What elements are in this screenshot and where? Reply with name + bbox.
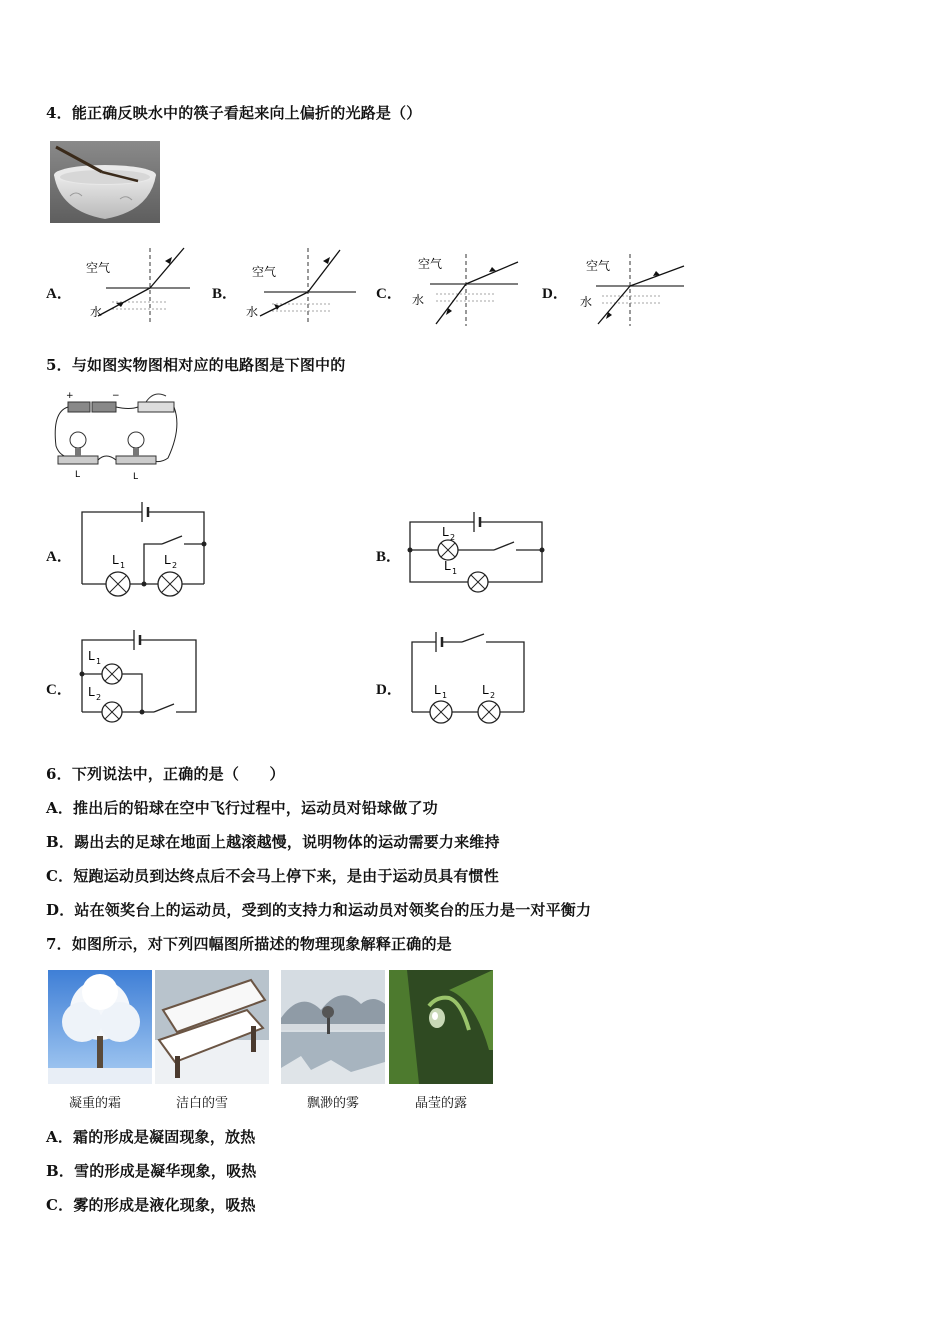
fog-lake-photo xyxy=(281,970,385,1084)
q4-option-c-diagram[interactable] xyxy=(410,252,522,328)
q7-option-a[interactable]: A．霜的形成是凝固现象，放热 xyxy=(46,1128,256,1146)
q5-option-c-circuit[interactable] xyxy=(78,628,202,724)
svg-text:1: 1 xyxy=(120,561,126,570)
q6-option-a[interactable]: A．推出后的铅球在空中飞行过程中，运动员对铅球做了功 xyxy=(46,799,438,817)
circuit-physical-photo xyxy=(50,388,182,482)
caption-snow: 洁白的雪 xyxy=(175,1096,228,1111)
svg-text:2: 2 xyxy=(450,533,456,542)
frost-photo xyxy=(48,970,152,1084)
q6-option-b[interactable]: B．踢出去的足球在地面上越滚越慢，说明物体的运动需要力来维持 xyxy=(46,833,500,851)
q5-option-a-label[interactable]: A． xyxy=(46,549,72,565)
q5-option-d-circuit[interactable] xyxy=(406,628,530,724)
svg-text:2: 2 xyxy=(172,561,178,570)
q4-option-b-diagram[interactable] xyxy=(244,244,359,324)
q5-option-a-circuit[interactable] xyxy=(78,498,208,602)
svg-text:1: 1 xyxy=(442,691,448,700)
q4-stem: 4．能正确反映水中的筷子看起来向上偏折的光路是（） xyxy=(46,104,422,122)
snow-bench-photo xyxy=(155,970,269,1084)
q4-option-c-label[interactable]: C． xyxy=(376,286,402,302)
q4-option-a-diagram[interactable] xyxy=(82,244,192,324)
svg-text:1: 1 xyxy=(96,657,102,666)
c-l1-label: L xyxy=(88,649,95,663)
a-l2-label: L xyxy=(164,553,171,567)
water-label-b: 水 xyxy=(246,305,259,319)
a-l1-label: L xyxy=(112,553,119,567)
q6-option-c[interactable]: C．短跑运动员到达终点后不会马上停下来，是由于运动员具有惯性 xyxy=(46,867,499,885)
caption-fog: 飘渺的雾 xyxy=(306,1096,359,1111)
svg-text:2: 2 xyxy=(490,691,496,700)
q5-stem: 5．与如图实物图相对应的电路图是下图中的 xyxy=(46,356,346,374)
air-label-c: 空气 xyxy=(418,257,443,271)
q7-stem: 7．如图所示，对下列四幅图所描述的物理现象解释正确的是 xyxy=(46,935,452,953)
air-label-a: 空气 xyxy=(86,261,111,275)
q5-option-c-label[interactable]: C． xyxy=(46,682,72,698)
q5-option-b-label[interactable]: B． xyxy=(376,549,402,565)
q7-option-b[interactable]: B．雪的形成是凝华现象，吸热 xyxy=(46,1162,257,1180)
photo-l2-label: L xyxy=(133,472,139,482)
water-label-a: 水 xyxy=(90,305,103,319)
q4-option-d-label[interactable]: D． xyxy=(542,286,568,302)
b-l2-label: L xyxy=(442,525,449,539)
q4-option-b-label[interactable]: B． xyxy=(212,286,238,302)
air-label-d: 空气 xyxy=(586,259,611,273)
air-label-b: 空气 xyxy=(252,265,277,279)
q6-stem: 6．下列说法中，正确的是（ ） xyxy=(46,765,285,783)
battery-plus: + xyxy=(66,391,74,401)
q6-option-d[interactable]: D．站在领奖台上的运动员，受到的支持力和运动员对领奖台的压力是一对平衡力 xyxy=(46,901,592,919)
svg-text:1: 1 xyxy=(452,567,458,576)
q7-option-c[interactable]: C．雾的形成是液化现象，吸热 xyxy=(46,1196,256,1214)
water-label-c: 水 xyxy=(412,293,425,307)
water-label-d: 水 xyxy=(580,295,593,309)
caption-frost: 凝重的霜 xyxy=(68,1096,121,1111)
d-l2-label: L xyxy=(482,683,489,697)
q5-option-d-label[interactable]: D． xyxy=(376,682,402,698)
bowl-chopsticks-photo xyxy=(50,141,160,223)
caption-dew: 晶莹的露 xyxy=(414,1096,467,1111)
b-l1-label: L xyxy=(444,559,451,573)
photo-l1-label: L xyxy=(75,470,81,480)
battery-minus: − xyxy=(112,391,120,401)
c-l2-label: L xyxy=(88,685,95,699)
q4-option-a-label[interactable]: A． xyxy=(46,286,72,302)
svg-text:2: 2 xyxy=(96,693,102,702)
dew-leaf-photo xyxy=(389,970,493,1084)
d-l1-label: L xyxy=(434,683,441,697)
q5-option-b-circuit[interactable] xyxy=(406,506,548,598)
q4-option-d-diagram[interactable] xyxy=(578,252,688,328)
